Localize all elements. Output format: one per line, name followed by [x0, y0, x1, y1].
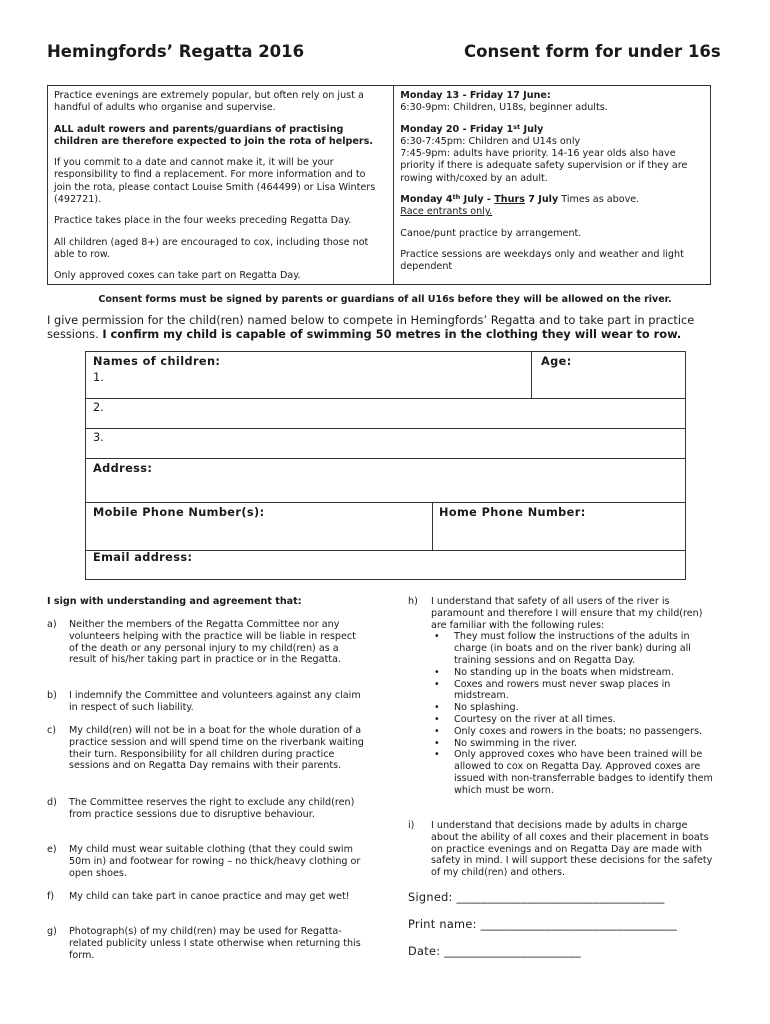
- consent-notice: Consent forms must be signed by parents or guardians of all U16s before they will be allowed on the river.: [98, 294, 672, 305]
- rule-text: Only approved coxes who have been trained will be allowed to cox on Regatta Day. Approved coxes are issued with non-transferrable badges to identify them which must be worn.: [454, 749, 713, 796]
- term-c: [47, 725, 367, 772]
- week-2-title-part: July: [520, 123, 544, 135]
- term-text: My child can take part in canoe practice and may get wet!: [69, 891, 350, 902]
- rule-text: Coxes and rowers must never swap places in midstream.: [454, 678, 671, 702]
- age-field[interactable]: [531, 352, 685, 398]
- age-label: Age:: [541, 355, 572, 368]
- bullet: •: [434, 702, 440, 714]
- ordinal-suffix: st: [513, 122, 521, 131]
- form-title: Consent form for under 16s: [464, 42, 721, 61]
- canoe-note: Canoe/punt practice by arrangement.: [400, 227, 582, 239]
- list-item: [434, 725, 716, 738]
- swimming-confirmation: I confirm my child is capable of swimming 50 metres in the clothing they will wear to row.: [102, 327, 682, 341]
- rule-text: No swimming in the river.: [454, 737, 578, 749]
- term-text: I understand that decisions made by adults in charge about the ability of all coxes and their placement in boats on practice evenings and on Regatta Day are made with safety in mind. I will support these decisions for the safety of my child(ren) and others.: [431, 820, 713, 879]
- info-right-column: [394, 86, 710, 284]
- permission-statement: [47, 313, 727, 341]
- term-e: [47, 844, 367, 879]
- rule-text: Courtesy on the river at all times.: [454, 713, 616, 725]
- date-field[interactable]: Date: _______________________: [408, 945, 582, 958]
- info-paragraph: All children (aged 8+) are encouraged to cox, including those not able to row.: [54, 236, 369, 260]
- term-f: [47, 891, 367, 903]
- child-details-form: [85, 351, 686, 580]
- term-label: h): [408, 596, 418, 607]
- home-phone-label: Home Phone Number:: [439, 506, 586, 519]
- bullet: •: [434, 713, 440, 725]
- address-label: Address:: [93, 462, 153, 475]
- safety-rules-list: [431, 631, 716, 796]
- list-item: [434, 749, 716, 796]
- schedule-week-3: [400, 194, 704, 219]
- list-item: [434, 631, 716, 666]
- term-text: The Committee reserves the right to exclude any child(ren) from practice sessions due to disruptive behaviour.: [69, 797, 355, 820]
- term-label: d): [47, 797, 57, 808]
- schedule-week-2: [400, 124, 704, 185]
- term-text: My child must wear suitable clothing (that they could swim 50m in) and footwear for rowing – no thick/heavy clothing or open shoes.: [69, 844, 361, 879]
- rule-text: No standing up in the boats when midstream.: [454, 666, 674, 678]
- week-2-title: [400, 124, 543, 135]
- term-a: [47, 619, 367, 666]
- term-label: a): [47, 619, 57, 630]
- names-label-text: Names of children:: [93, 355, 221, 368]
- weather-note: Practice sessions are weekdays only and weather and light dependent: [400, 248, 684, 273]
- mobile-phone-field[interactable]: [86, 502, 432, 550]
- ordinal-suffix: th: [452, 193, 461, 202]
- list-item: [434, 666, 716, 679]
- address-field[interactable]: [86, 458, 685, 502]
- term-label: i): [408, 820, 415, 831]
- term-text: I indemnify the Committee and volunteers against any claim in respect of such liability.: [69, 690, 361, 713]
- term-label: g): [47, 926, 57, 937]
- info-paragraph: If you commit to a date and cannot make it, it will be your responsibility to find a replacement. For more information and to join the rota, please contact Louise Smith (464499) or Lisa Winters (492721).: [54, 157, 376, 206]
- rule-text: They must follow the instructions of the adults in charge (in boats and on the river bank) during all training sessions and on Regatta Day.: [454, 631, 691, 666]
- bullet: •: [434, 725, 440, 737]
- email-label: Email address:: [93, 551, 193, 564]
- info-left-column: [48, 86, 394, 284]
- signed-field[interactable]: Signed: ___________________________________: [408, 891, 665, 904]
- term-label: c): [47, 725, 57, 736]
- term-label: e): [47, 844, 57, 855]
- term-text: My child(ren) will not be in a boat for the whole duration of a practice session and will spend time on the riverbank waiting their turn. Responsibility for all children during practice sessions and on Regatta Day remains with their parents.: [69, 725, 364, 772]
- week-3-title-part: Monday 4: [400, 194, 453, 206]
- info-paragraph: Practice takes place in the four weeks preceding Regatta Day.: [54, 215, 352, 227]
- names-label: [93, 355, 220, 368]
- week-3-thurs: Thurs: [494, 194, 525, 206]
- mobile-phone-label: Mobile Phone Number(s):: [93, 506, 265, 519]
- term-label: b): [47, 690, 57, 701]
- schedule-week-1: [400, 90, 704, 115]
- term-g: [47, 926, 367, 961]
- week-3-title: [400, 194, 558, 205]
- week-1-text: 6:30-9pm: Children, U18s, beginner adults.: [400, 102, 608, 114]
- home-phone-field[interactable]: [432, 502, 685, 550]
- info-paragraph: Only approved coxes can take part on Regatta Day.: [54, 270, 301, 282]
- info-paragraph: Practice evenings are extremely popular, but often rely on just a handful of adults who organise and supervise.: [54, 90, 364, 114]
- bullet: •: [434, 737, 440, 749]
- bullet: •: [434, 631, 440, 643]
- info-box: [47, 85, 711, 285]
- list-item: [434, 713, 716, 726]
- info-paragraph-bold: [54, 124, 385, 149]
- week-3-note: Race entrants only.: [400, 206, 493, 218]
- week-3-title-part: July -: [460, 194, 495, 206]
- week-2-line-2: 7:45-9pm: adults have priority. 14-16 year olds also have priority if there is adequate safety supervision or if they are rowing with/coxed by an adult.: [400, 148, 688, 184]
- child-1-field[interactable]: 1.: [93, 371, 104, 384]
- terms-heading: I sign with understanding and agreement that:: [47, 596, 302, 607]
- term-b: [47, 690, 367, 714]
- term-text: Neither the members of the Regatta Committee nor any volunteers helping with the practice will be liable in respect of the death or any personal injury to my child(ren) as a result of his/her taking part in practice or in the Regatta.: [69, 619, 356, 666]
- document-title: Hemingfords’ Regatta 2016: [47, 42, 305, 61]
- child-3-field[interactable]: 3.: [86, 428, 685, 458]
- list-item: [434, 678, 716, 703]
- bullet: •: [434, 678, 440, 690]
- week-3-times: Times as above.: [558, 194, 640, 206]
- rule-text: No splashing.: [454, 702, 519, 714]
- term-h: [408, 596, 716, 797]
- rule-text: Only coxes and rowers in the boats; no passengers.: [454, 725, 703, 737]
- term-text: I understand that safety of all users of the river is paramount and therefore I will ensure that my child(ren) are familiar with the following rules:: [431, 596, 703, 631]
- bullet: •: [434, 749, 440, 761]
- child-2-field[interactable]: 2.: [86, 398, 685, 428]
- permission-text: I give permission for the child(ren) named below to compete in Hemingfords’ Regatta and to take part in practice sessions.: [47, 313, 695, 341]
- term-d: [47, 797, 367, 821]
- term-text: Photograph(s) of my child(ren) may be used for Regatta-related publicity unless I state otherwise when returning this form.: [69, 926, 361, 961]
- print-name-field[interactable]: Print name: _________________________________: [408, 918, 677, 931]
- list-item: [434, 702, 716, 714]
- email-field[interactable]: [86, 550, 685, 579]
- week-2-title-part: Monday 20 - Friday 1: [400, 123, 514, 135]
- week-3-title-part: 7 July: [524, 194, 559, 206]
- week-1-title: Monday 13 - Friday 17 June:: [400, 90, 551, 101]
- list-item: [434, 737, 716, 750]
- rota-notice: ALL adult rowers and parents/guardians of practising children are therefore expected to join the rota of helpers.: [54, 123, 374, 147]
- week-2-line-1: 6:30-7:45pm: Children and U14s only: [400, 135, 581, 147]
- term-i: [408, 820, 716, 879]
- term-label: f): [47, 891, 55, 902]
- bullet: •: [434, 666, 440, 678]
